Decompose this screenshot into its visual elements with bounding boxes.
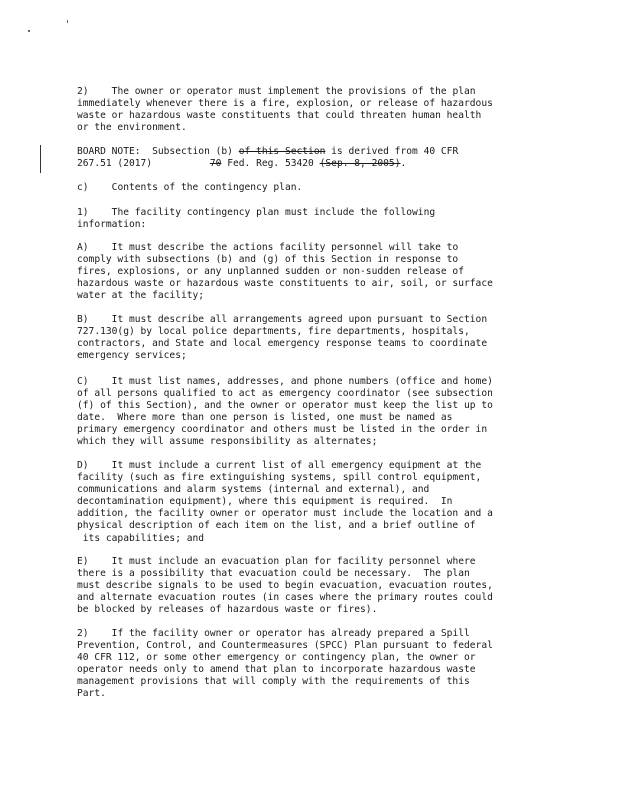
paragraph-2-response: 2) The owner or operator must implement the provisions of the plan immediately whenever there is a fire, explosion, or release of hazardous waste or hazardous waste constituents that could threaten human health or the environment. xyxy=(77,86,493,134)
paragraph-B: B) It must describe all arrangements agreed upon pursuant to Section 727.130(g) by local police departments, fire departments, hospitals, contractors, and State and local emergency response teams to coordinate emergency services; xyxy=(77,314,488,362)
paragraph-D: D) It must include a current list of all emergency equipment at the facility (such as fire extinguishing systems, spill control equipment, communications and alarm systems (internal and external), and decontamination equipment), where this equipment is required. In addition, the facility owner or operator must include the location and a physical description of each item on the list, and a brief outline of its capabilities; and xyxy=(77,460,493,544)
subsection-c-heading: c) Contents of the contingency plan. xyxy=(77,182,303,193)
revision-change-bar xyxy=(40,145,41,173)
paragraph-label: C) xyxy=(77,376,89,387)
struck-text: of this Section xyxy=(238,146,326,157)
paragraph-E: E) It must include an evacuation plan for facility personnel where there is a possibility that evacuation could be necessary. The plan must describe signals to be used to begin evacuation, evacuation routes, and alternate evacuation routes (in cases where the primary routes could be blocked by releases of hazardous waste or fires). xyxy=(77,556,493,616)
paragraph-2-spcc: 2) If the facility owner or operator has already prepared a Spill Prevention, Control, and Countermeasures (SPCC) Plan pursuant to federal 40 CFR 112, or some other emergency or contingency plan, the owner or operator needs only to amend that plan to incorporate hazardous waste management provisions that will comply with the requirements of this Part. xyxy=(77,628,493,700)
paragraph-1-contents: 1) The facility contingency plan must include the following information: xyxy=(77,207,436,231)
scan-speck xyxy=(67,20,68,23)
paragraph-label: 2) xyxy=(77,628,89,639)
paragraph-label: E) xyxy=(77,556,89,567)
paragraph-label: c) xyxy=(77,182,89,193)
board-note: BOARD NOTE: Subsection (b) of this Section is derived from 40 CFR 267.51 (2017) 70 Fed. Reg. 53420 (Sep. 8, 2005). xyxy=(77,146,459,170)
scan-speck xyxy=(28,30,30,32)
paragraph-label: A) xyxy=(77,242,89,253)
struck-text: 70 xyxy=(209,158,222,170)
paragraph-label: 1) xyxy=(77,207,89,218)
paragraph-label: 2) xyxy=(77,86,89,97)
paragraph-label: D) xyxy=(77,460,89,471)
paragraph-A: A) It must describe the actions facility personnel will take to comply with subsections (b) and (g) of this Section in response to fires, explosions, or any unplanned sudden or non-sudden release of hazardous waste or hazardous waste constituents to air, soil, or surface water at the facility; xyxy=(77,242,493,302)
paragraph-label: B) xyxy=(77,314,89,325)
paragraph-C: C) It must list names, addresses, and phone numbers (office and home) of all persons qualified to act as emergency coordinator (see subsection (f) of this Section), and the owner or operator must keep the list up to date. Where more than one person is listed, one must be named as primary emergency coordinator and others must be listed in the order in which they will assume responsibility as alternates; xyxy=(77,376,493,448)
struck-text: (Sep. 8, 2005) xyxy=(319,158,401,170)
